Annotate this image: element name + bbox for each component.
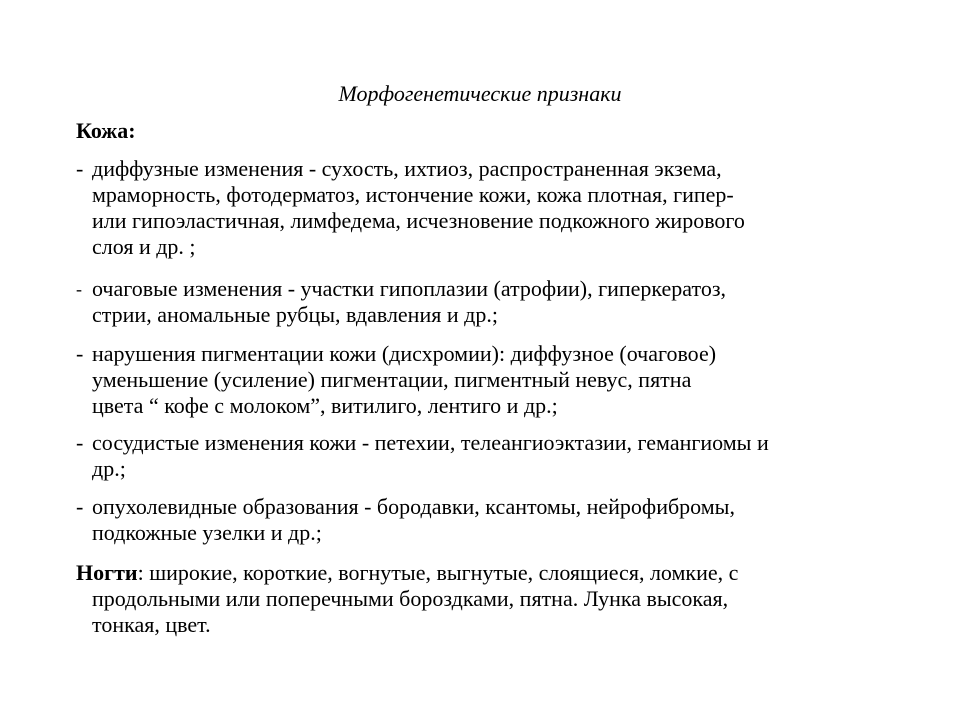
text-line: др.; [92,456,126,481]
bullet-dash: - [76,430,84,455]
text-line: мраморность, фотодерматоз, истончение кожи, кожа плотная, гипер- [92,182,734,207]
text-line: опухолевидные образования - бородавки, ксантомы, нейрофибромы, [92,494,735,519]
item-text [92,430,884,482]
nails-first-line [76,560,884,586]
skin-item-tumorous [76,494,884,546]
skin-item-focal [76,276,884,328]
text-line: нарушения пигментации кожи (дисхромии): диффузное (очаговое) [92,341,717,366]
skin-heading: Кожа: [76,118,136,143]
text-line: сосудистые изменения кожи - петехии, телеангиоэктазии, гемангиомы и [92,430,769,455]
bullet-dash: - [76,156,84,181]
item-text [92,341,884,419]
text-line: тонкая, цвет. [92,612,211,637]
bullet-dash: - [76,341,84,366]
text-line: диффузные изменения - сухость, ихтиоз, распространенная экзема, [92,156,722,181]
text-line: слоя и др. ; [92,234,196,259]
text-line: продольными или поперечными бороздками, пятна. Лунка высокая, [92,586,729,611]
item-text [92,494,884,546]
nails-heading: Ногти [76,560,138,585]
bullet-dash: - [76,494,84,519]
text-line: уменьшение (усиление) пигментации, пигментный невус, пятна [92,367,692,392]
nails-first-line-text: : широкие, короткие, вогнутые, выгнутые, слоящиеся, ломкие, с [137,560,739,585]
nails-paragraph [76,560,884,638]
text-line: или гипоэластичная, лимфедема, исчезновение подкожного жирового [92,208,745,233]
item-text [92,156,884,260]
bullet-dash: - [76,279,82,299]
text-line: стрии, аномальные рубцы, вдавления и др.; [92,302,498,327]
text-line: очаговые изменения - участки гипоплазии (атрофии), гиперкератоз, [92,276,727,301]
item-text [92,276,884,328]
slide-title: Морфогенетические признаки [338,81,622,106]
text-line: подкожные узелки и др.; [92,520,322,545]
text-line: цвета “ кофе с молоком”, витилиго, лентиго и др.; [92,393,558,418]
skin-item-vascular [76,430,884,482]
skin-item-pigmentation [76,341,884,419]
skin-item-diffuse [76,156,884,260]
